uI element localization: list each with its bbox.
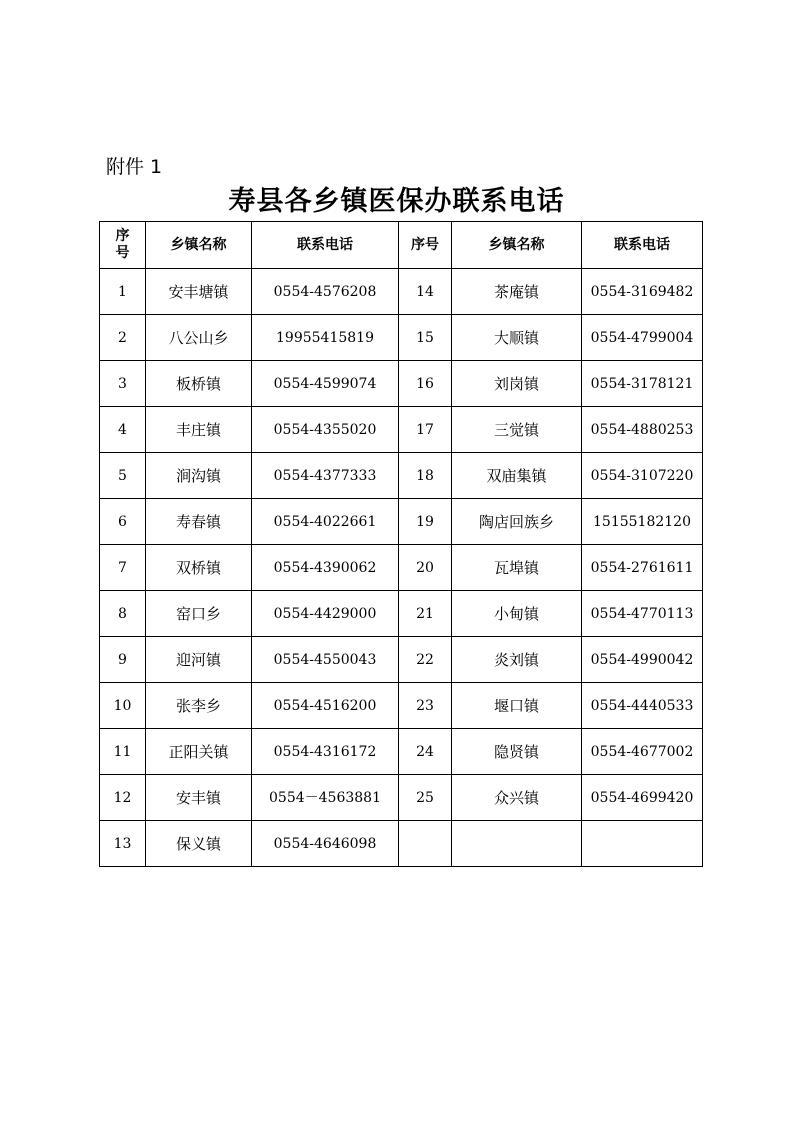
town-cell: 堰口镇 [452,683,582,729]
phone-cell: 0554-3178121 [582,361,703,407]
town-cell: 三觉镇 [452,407,582,453]
seq-cell: 20 [399,545,452,591]
town-cell: 刘岗镇 [452,361,582,407]
town-cell: 安丰镇 [146,775,252,821]
header-town-2: 乡镇名称 [452,222,582,269]
seq-cell: 25 [399,775,452,821]
table-row [100,821,703,867]
header-phone: 联系电话 [252,222,399,269]
seq-cell: 12 [100,775,146,821]
town-cell: 窑口乡 [146,591,252,637]
seq-cell: 14 [399,269,452,315]
seq-cell: 1 [100,269,146,315]
seq-cell: 6 [100,499,146,545]
town-cell: 隐贤镇 [452,729,582,775]
phone-cell: 19955415819 [252,315,399,361]
town-cell [452,821,582,867]
seq-cell: 5 [100,453,146,499]
phone-cell: 0554-4699420 [582,775,703,821]
seq-cell: 11 [100,729,146,775]
phone-cell: 0554-4677002 [582,729,703,775]
phone-cell: 0554-3169482 [582,269,703,315]
phone-cell: 0554-4316172 [252,729,399,775]
phone-cell: 0554-4599074 [252,361,399,407]
town-cell: 炎刘镇 [452,637,582,683]
town-cell: 八公山乡 [146,315,252,361]
header-seq-2: 序号 [399,222,452,269]
phone-cell: 0554-4429000 [252,591,399,637]
town-cell: 安丰塘镇 [146,269,252,315]
phone-cell: 0554-4377333 [252,453,399,499]
phone-cell: 0554-4440533 [582,683,703,729]
seq-cell: 17 [399,407,452,453]
phone-cell: 0554-4390062 [252,545,399,591]
seq-cell: 23 [399,683,452,729]
seq-cell: 13 [100,821,146,867]
table-row [100,775,703,821]
seq-cell [399,821,452,867]
seq-cell: 18 [399,453,452,499]
phone-cell: 0554-4516200 [252,683,399,729]
table-row [100,269,703,315]
town-cell: 瓦埠镇 [452,545,582,591]
phone-cell: 0554-3107220 [582,453,703,499]
phone-cell: 0554-4022661 [252,499,399,545]
table-body [100,269,703,867]
seq-cell: 24 [399,729,452,775]
town-cell: 迎河镇 [146,637,252,683]
town-cell: 寿春镇 [146,499,252,545]
phone-cell [582,821,703,867]
seq-cell: 19 [399,499,452,545]
seq-cell: 8 [100,591,146,637]
table-row [100,407,703,453]
seq-cell: 15 [399,315,452,361]
table-row [100,361,703,407]
table-row [100,315,703,361]
town-cell: 保义镇 [146,821,252,867]
table-row [100,453,703,499]
table-row [100,545,703,591]
phone-cell: 0554－4563881 [252,775,399,821]
town-cell: 小甸镇 [452,591,582,637]
town-cell: 众兴镇 [452,775,582,821]
phone-cell: 0554-4355020 [252,407,399,453]
phone-cell: 0554-4770113 [582,591,703,637]
phone-cell: 0554-4880253 [582,407,703,453]
header-phone-2: 联系电话 [582,222,703,269]
seq-cell: 22 [399,637,452,683]
phone-cell: 15155182120 [582,499,703,545]
seq-cell: 3 [100,361,146,407]
table-row [100,637,703,683]
town-cell: 茶庵镇 [452,269,582,315]
document-title: 寿县各乡镇医保办联系电话 [228,186,565,217]
phone-cell: 0554-4990042 [582,637,703,683]
phone-cell: 0554-4646098 [252,821,399,867]
phone-cell: 0554-2761611 [582,545,703,591]
header-seq: 序 号 [100,222,146,269]
seq-cell: 2 [100,315,146,361]
seq-cell: 16 [399,361,452,407]
table-header-row [100,222,703,269]
town-cell: 双桥镇 [146,545,252,591]
town-cell: 陶店回族乡 [452,499,582,545]
seq-cell: 7 [100,545,146,591]
town-cell: 双庙集镇 [452,453,582,499]
table-row [100,591,703,637]
town-cell: 张李乡 [146,683,252,729]
table-row [100,729,703,775]
phone-cell: 0554-4799004 [582,315,703,361]
table-row [100,683,703,729]
seq-cell: 10 [100,683,146,729]
seq-cell: 9 [100,637,146,683]
seq-cell: 4 [100,407,146,453]
town-cell: 丰庄镇 [146,407,252,453]
table-row [100,499,703,545]
town-cell: 涧沟镇 [146,453,252,499]
town-cell: 正阳关镇 [146,729,252,775]
phone-cell: 0554-4550043 [252,637,399,683]
town-cell: 板桥镇 [146,361,252,407]
town-cell: 大顺镇 [452,315,582,361]
contact-table [99,221,703,867]
seq-cell: 21 [399,591,452,637]
phone-cell: 0554-4576208 [252,269,399,315]
attachment-label: 附件 1 [106,156,163,178]
header-town: 乡镇名称 [146,222,252,269]
